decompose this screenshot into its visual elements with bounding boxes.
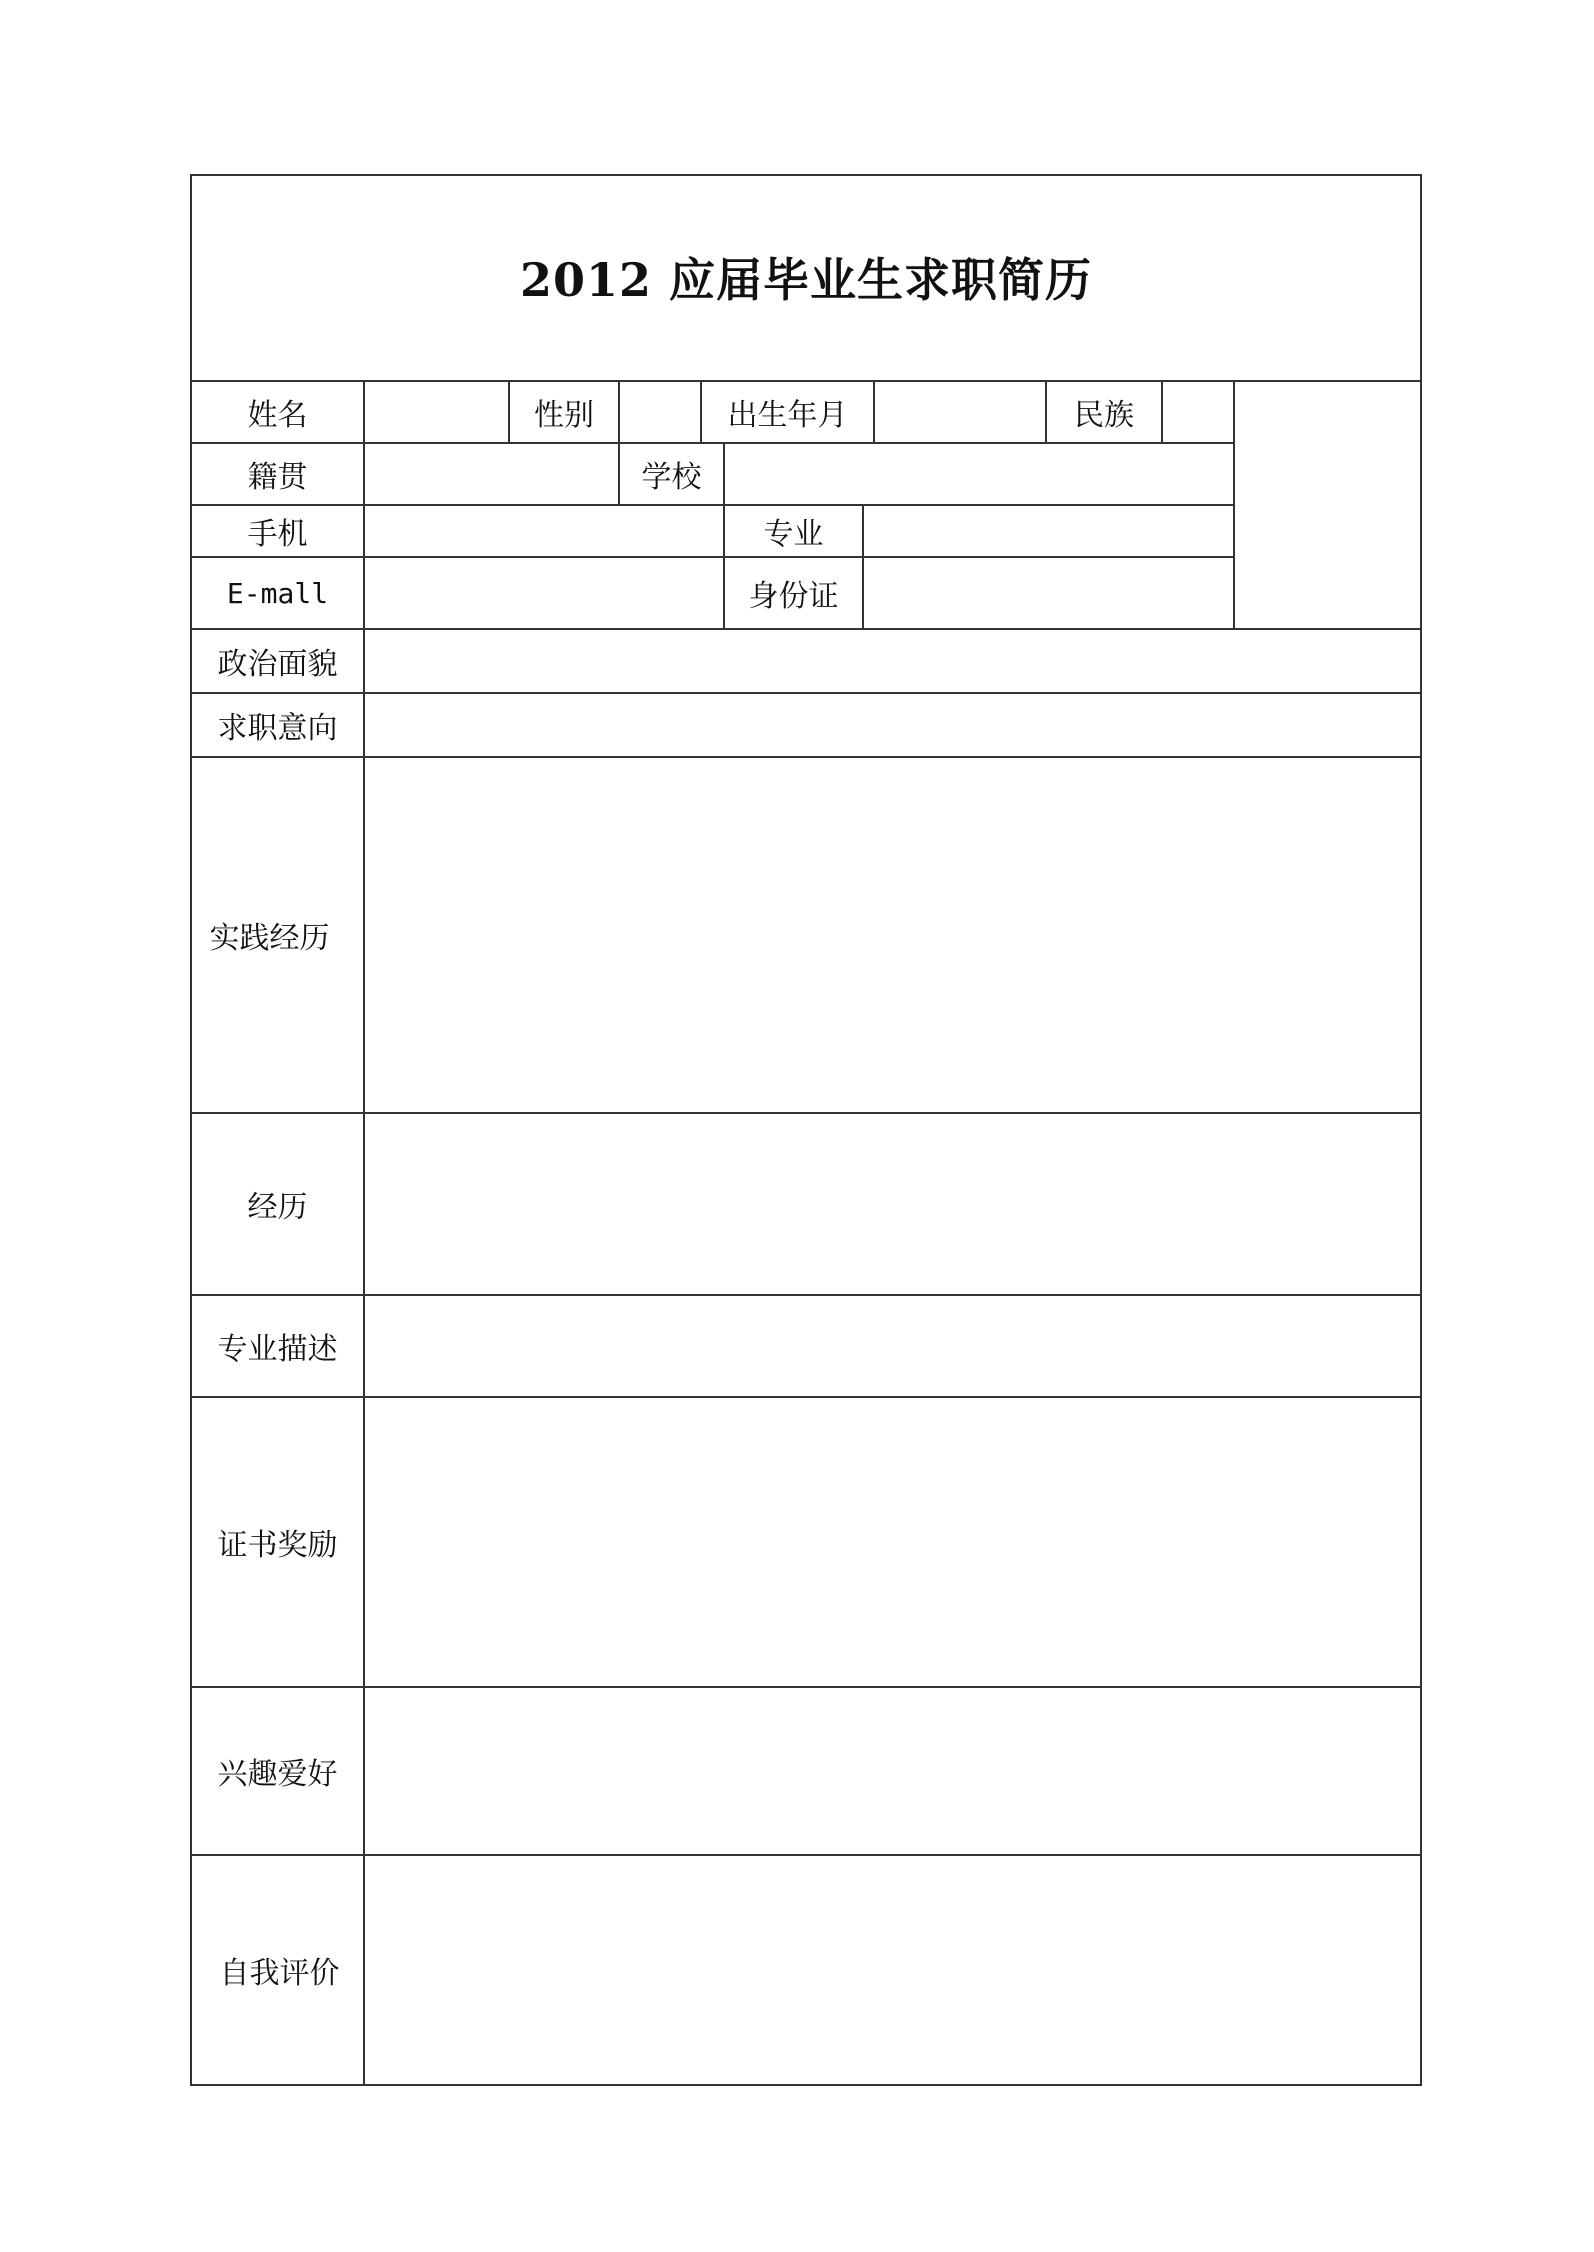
document-title: 2012 应届毕业生求职简历 bbox=[519, 253, 1093, 307]
label-birth: 出生年月 bbox=[727, 398, 848, 433]
school-field[interactable] bbox=[725, 444, 1233, 504]
label-gender: 性别 bbox=[534, 398, 594, 433]
label-native-place: 籍贯 bbox=[247, 460, 308, 495]
self-evaluation-field[interactable] bbox=[365, 1856, 1420, 2084]
major-field[interactable] bbox=[864, 506, 1233, 556]
birth-field[interactable] bbox=[875, 382, 1045, 442]
gender-field[interactable] bbox=[620, 382, 700, 442]
id-card-field[interactable] bbox=[864, 558, 1233, 628]
native-place-field[interactable] bbox=[365, 444, 618, 504]
hobbies-field[interactable] bbox=[365, 1688, 1420, 1854]
label-practice-experience: 实践经历 bbox=[209, 921, 330, 956]
certificates-awards-field[interactable] bbox=[365, 1398, 1420, 1686]
label-major-description: 专业描述 bbox=[217, 1332, 338, 1367]
label-certificates-awards: 证书奖励 bbox=[217, 1528, 338, 1563]
experience-field[interactable] bbox=[365, 1114, 1420, 1294]
ethnicity-field[interactable] bbox=[1163, 382, 1233, 442]
label-major: 专业 bbox=[763, 517, 824, 552]
label-job-intention: 求职意向 bbox=[217, 711, 338, 746]
major-description-field[interactable] bbox=[365, 1296, 1420, 1396]
email-field[interactable] bbox=[365, 558, 723, 628]
phone-field[interactable] bbox=[365, 506, 723, 556]
label-email: E-mall bbox=[226, 576, 329, 610]
label-self-evaluation: 自我评价 bbox=[219, 1956, 340, 1991]
label-name: 姓名 bbox=[247, 398, 308, 433]
label-id-card: 身份证 bbox=[748, 579, 839, 614]
practice-experience-field[interactable] bbox=[365, 758, 1420, 1112]
label-phone: 手机 bbox=[247, 517, 308, 552]
label-hobbies: 兴趣爱好 bbox=[217, 1757, 338, 1792]
political-status-field[interactable] bbox=[365, 630, 1420, 692]
photo-area[interactable] bbox=[1235, 382, 1420, 628]
job-intention-field[interactable] bbox=[365, 694, 1420, 756]
name-field[interactable] bbox=[365, 382, 508, 442]
label-political-status: 政治面貌 bbox=[217, 647, 338, 682]
label-ethnicity: 民族 bbox=[1074, 398, 1134, 433]
label-school: 学校 bbox=[641, 460, 702, 495]
label-experience: 经历 bbox=[247, 1190, 308, 1225]
